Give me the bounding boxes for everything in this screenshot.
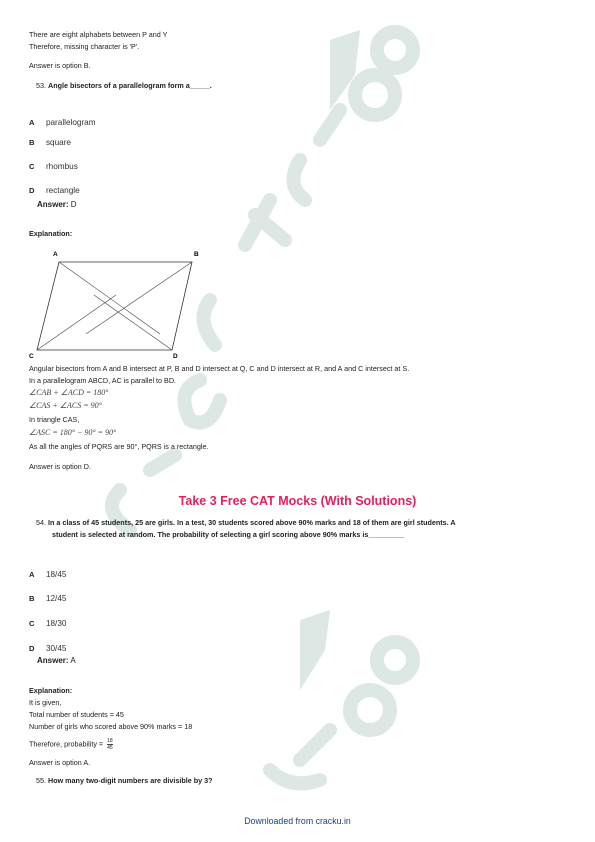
q54-option-a[interactable] xyxy=(29,564,66,582)
option-text: 12/45 xyxy=(45,594,67,603)
probability-fraction xyxy=(107,738,113,751)
q53-option-c[interactable] xyxy=(29,156,78,174)
q54-exp-line-1: It is given, xyxy=(29,698,62,707)
q53-triangle-line: In triangle CAS, xyxy=(29,415,80,424)
q53-math-3: ∠ASC = 180° − 90° = 90° xyxy=(29,428,117,437)
fraction-numerator: 18 xyxy=(107,738,113,744)
q53-exp-line-2: In a parallelogram ABCD, AC is parallel to BD. xyxy=(29,376,177,385)
q53-answer-line: Answer is option D. xyxy=(29,462,91,471)
intro-line-2: Therefore, missing character is 'P'. xyxy=(29,42,140,51)
q53-answer xyxy=(37,200,77,209)
q53-option-b[interactable] xyxy=(29,132,71,150)
option-letter: A xyxy=(29,118,35,127)
q53-conclusion: As all the angles of PQRS are 90°, PQRS is a rectangle. xyxy=(29,442,209,451)
parallelogram-outline xyxy=(37,262,192,350)
option-text: 18/45 xyxy=(45,570,67,579)
q54-exp-line-3: Number of girls who scored above 90% marks = 18 xyxy=(29,722,193,731)
question-number: 55. xyxy=(36,776,46,785)
question-54 xyxy=(36,518,456,527)
q53-explanation-label: Explanation: xyxy=(29,229,73,238)
q54-exp-line-2: Total number of students = 45 xyxy=(29,710,124,719)
option-letter: C xyxy=(29,162,35,171)
q54-option-d[interactable] xyxy=(29,638,66,656)
answer-value: D xyxy=(70,200,77,209)
question-number: 54. xyxy=(36,518,46,527)
parallelogram-figure xyxy=(28,246,203,358)
q53-math-1: ∠CAB + ∠ACD = 180° xyxy=(29,388,109,397)
option-text: rectangle xyxy=(45,186,80,195)
bisector-b xyxy=(86,262,192,334)
q53-option-a[interactable] xyxy=(29,112,96,130)
option-text: 18/30 xyxy=(45,619,67,628)
answer-label: Answer: xyxy=(37,200,69,209)
q54-probability-line xyxy=(29,738,113,751)
q54-option-b[interactable] xyxy=(29,588,66,606)
answer-value: A xyxy=(70,656,76,665)
bisector-a xyxy=(59,262,160,334)
vertex-c-label: C xyxy=(29,353,34,358)
vertex-a-label: A xyxy=(53,251,58,258)
option-letter: B xyxy=(29,138,35,147)
question-53 xyxy=(36,81,212,90)
q54-answer xyxy=(37,656,76,665)
question-text-line-1: In a class of 45 students, 25 are girls. In a test, 30 students scored above 90% marks and 18 of them are girl students. A xyxy=(48,518,456,527)
option-text: parallelogram xyxy=(45,118,96,127)
question-text: Angle bisectors of a parallelogram form a_____. xyxy=(48,81,212,90)
vertex-b-label: B xyxy=(194,251,199,258)
probability-text: Therefore, probability = xyxy=(29,739,104,749)
free-mocks-link[interactable]: Take 3 Free CAT Mocks (With Solutions) xyxy=(178,494,417,508)
q53-exp-line-1: Angular bisectors from A and B intersect at P, B and D intersect at Q, C and D intersect at R, and A and C intersect at S. xyxy=(29,364,410,373)
vertex-d-label: D xyxy=(173,353,178,358)
q54-answer-line: Answer is option A. xyxy=(29,758,91,767)
question-text: How many two-digit numbers are divisible by 3? xyxy=(48,776,213,785)
option-letter: C xyxy=(29,619,35,628)
intro-line-1: There are eight alphabets between P and Y xyxy=(29,30,168,39)
option-letter: D xyxy=(29,644,35,653)
q54-option-c[interactable] xyxy=(29,613,66,631)
option-letter: B xyxy=(29,594,35,603)
intro-answer: Answer is option B. xyxy=(29,61,91,70)
option-text: rhombus xyxy=(45,162,78,171)
fraction-denominator: 45 xyxy=(107,745,113,751)
q53-math-2: ∠CAS + ∠ACS = 90° xyxy=(29,401,102,410)
bisector-d xyxy=(94,295,172,350)
option-letter: A xyxy=(29,570,35,579)
option-text: 30/45 xyxy=(45,644,67,653)
q54-explanation-label: Explanation: xyxy=(29,686,73,695)
q53-option-d[interactable] xyxy=(29,180,80,198)
answer-label: Answer: xyxy=(37,656,69,665)
option-text: square xyxy=(45,138,71,147)
question-55 xyxy=(36,776,213,785)
footer-download-link[interactable]: Downloaded from cracku.in xyxy=(244,816,351,826)
question-number: 53. xyxy=(36,81,46,90)
option-letter: D xyxy=(29,186,35,195)
question-text-line-2: student is selected at random. The probability of selecting a girl scoring above 90% marks is_________ xyxy=(52,530,405,539)
